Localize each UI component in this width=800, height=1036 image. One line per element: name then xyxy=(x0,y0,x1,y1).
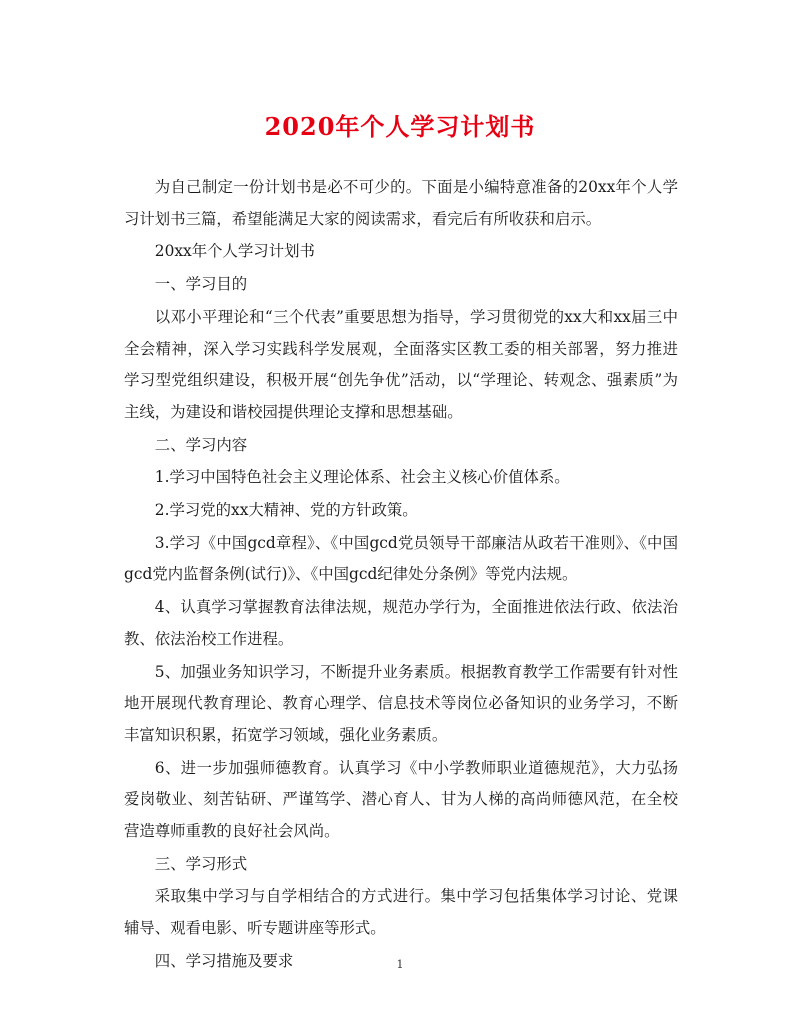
list-item-content-5: 5、加强业务知识学习，不断提升业务素质。根据教育教学工作需要有针对性地开展现代教育理论、教育心理学、信息技术等岗位必备知识的业务学习，不断丰富知识积累，拓宽学习领域，强化业务素质。 xyxy=(124,662,678,744)
section-heading-purpose: 一、学习目的 xyxy=(154,275,248,294)
paragraph-format: 采取集中学习与自学相结合的方式进行。集中学习包括集体学习讨论、党课辅导、观看电影、听专题讲座等形式。 xyxy=(124,887,678,937)
section-heading-format: 三、学习形式 xyxy=(154,854,248,873)
page-number: 1 xyxy=(396,958,404,971)
list-item-content-2: 2.学习党的xx大精神、党的方针政策。 xyxy=(154,501,418,520)
list-item-content-4: 4、认真学习掌握教育法律法规，规范办学行为，全面推进依法行政、依法治教、依法治校工作进程。 xyxy=(124,598,678,648)
section-heading-measures: 四、学习措施及要求 xyxy=(154,951,294,970)
paragraph-purpose: 以邓小平理论和“三个代表”重要思想为指导，学习贯彻党的xx大和xx届三中全会精神，深入学习实践科学发展观，全面落实区教工委的相关部署，努力推进学习型党组织建设，积极开展“创先争优”活动，以“学理论、转观念、强素质”为主线，为建设和谐校园提供理论支撑和思想基础。 xyxy=(124,307,678,421)
document-body xyxy=(124,172,678,978)
list-item-content-3: 3.学习《中国gcd章程》、《中国gcd党员领导干部廉洁从政若干准则》、《中国gcd党内监督条例(试行)》、《中国gcd纪律处分条例》等党内法规。 xyxy=(124,533,678,584)
section-heading-content: 二、学习内容 xyxy=(154,435,248,454)
document-title: 2020年个人学习计划书 xyxy=(264,112,536,141)
paragraph-subtitle: 20xx年个人学习计划书 xyxy=(154,242,315,261)
list-item-content-6: 6、进一步加强师德教育。认真学习《中小学教师职业道德规范》，大力弘扬爱岗敬业、刻苦钻研、严谨笃学、潜心育人、甘为人梯的高尚师德风范，在全校营造尊师重教的良好社会风尚。 xyxy=(124,758,678,840)
paragraph-intro: 为自己制定一份计划书是必不可少的。下面是小编特意准备的20xx年个人学习计划书三篇，希望能满足大家的阅读需求，看完后有所收获和启示。 xyxy=(124,178,678,228)
list-item-content-1: 1.学习中国特色社会主义理论体系、社会主义核心价值体系。 xyxy=(154,468,570,487)
